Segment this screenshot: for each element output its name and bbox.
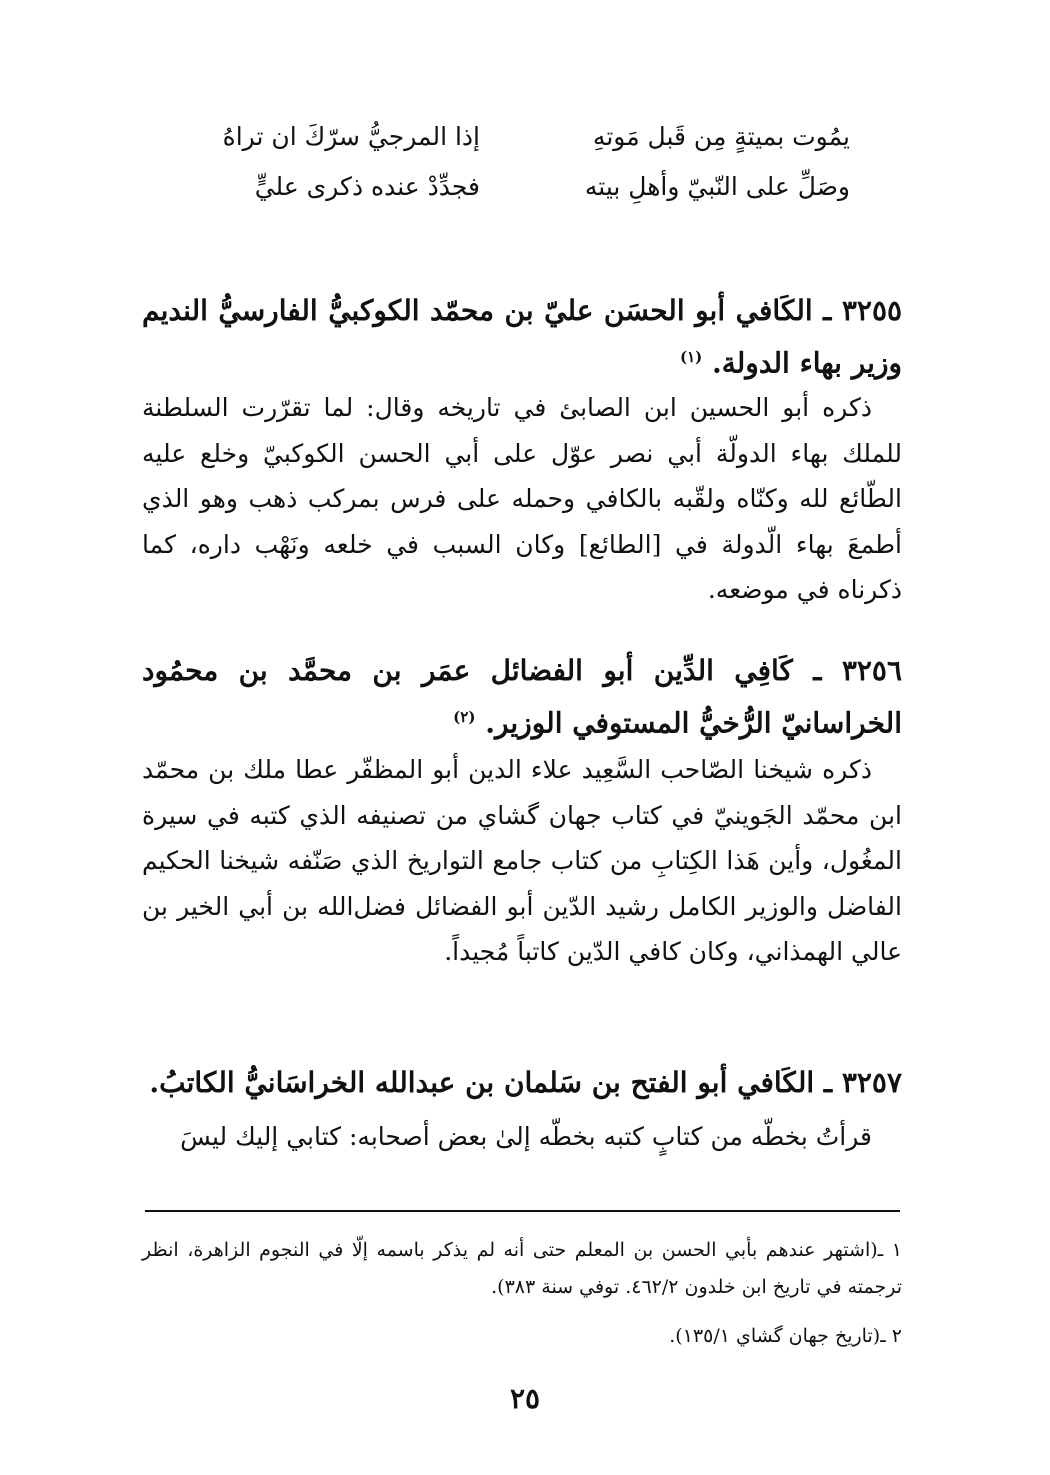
entry-dash: ـ (814, 1066, 833, 1099)
entry-body-3256 (142, 747, 902, 975)
entry-dash: ـ (812, 294, 832, 327)
footnote-ref: (١) (679, 348, 703, 366)
page-number: ٢٥ (509, 1382, 541, 1415)
poem-verse-2-first-hemistich: فجدِّدْ عنده ذكرى عليٍّ (254, 172, 480, 201)
entry-body-text: قرأتُ بخطّه من كتابٍ كتبه بخطّه إلىٰ بعض أصحابه: كتابي إليك ليسَ (180, 1122, 872, 1151)
entry-title: الكَافي أبو الحسَن عليّ بن محمّد الكوكبيُّ الفارسيُّ النديم وزير بهاء الدولة. (142, 294, 902, 380)
entry-heading-3257 (142, 1060, 902, 1106)
poem-verse-1-first-hemistich: إذا المرجيُّ سرّكَ ان تراهُ (222, 122, 480, 151)
entry-body-text: ذكره شيخنا الصّاحب السَّعِيد علاء الدين أبو المظفّر عطا ملك بن محمّد ابن محمّد الجَوينيّ في كتاب جهان گشاي من تصنيفه الذي كتبه في سيرة المغُول، وأين هَذا الكِتابِ من كتاب جامع التواريخ الذي صَنّفه شيخنا الحكيم الفاضل والوزير الكامل رشيد الدّين أبو الفضائل فضل‌الله بن أبي الخير بن عالي الهمذاني، وكان كافي الدّين كاتباً مُجيداً. (142, 755, 902, 966)
entry-body-3255 (142, 385, 902, 613)
entry-body-3257 (142, 1114, 902, 1160)
entry-body-text: ذكره أبو الحسين ابن الصابئ في تاريخه وقال: لما تقرّرت السلطنة للملك بهاء الدولّة أبي نصر عوّل على أبي الحسن الكوكبيّ وخلع عليه الطّائع لله وكنّاه ولقّبه بالكافي وحمله على فرس بمركب ذهب وهو الذي أطمعَ بهاء الّدولة في [الطائع] وكان السبب في خلعه ونَهْب داره، كما ذكرناه في موضعه. (142, 393, 902, 604)
entry-title: الكَافي أبو الفتح بن سَلمان بن عبدالله الخراسَانيُّ الكاتبُ. (149, 1066, 815, 1099)
entry-dash: ـ (792, 654, 822, 687)
footnote-1: ١ ـ(اشتهر عندهم بأبي الحسن بن المعلم حتى أنه لم يذكر باسمه إلّا في النجوم الزاهرة، انظر ترجمته في تاريخ ابن خلدون ٤٦٢/٢. توفي سنة ٣٨٣). (142, 1239, 902, 1298)
entry-number: ٣٢٥٥ (841, 294, 903, 327)
entry-title: كَافِي الدِّين أبو الفضائل عمَر بن محمَّد بن محمُود الخراسانيّ الرُّخيُّ المستوفي الوزير. (142, 654, 902, 740)
poem-verse-1-second-hemistich: يمُوت بميتةٍ مِن قَبل مَوتهِ (592, 122, 850, 151)
entry-heading-3256 (142, 648, 902, 746)
entry-number: ٣٢٥٧ (841, 1066, 902, 1099)
entry-heading-3255 (142, 288, 902, 386)
footnote-separator (145, 1210, 900, 1212)
poem-verse-2-second-hemistich: وصَلِّ على النّبيّ وأهلِ بيته (584, 172, 850, 201)
footnote-ref: (٢) (453, 708, 476, 726)
entry-number: ٣٢٥٦ (841, 654, 902, 687)
footnote-2: ٢ ـ(تاريخ جهان گشاي ١٣٥/١). (669, 1325, 902, 1347)
